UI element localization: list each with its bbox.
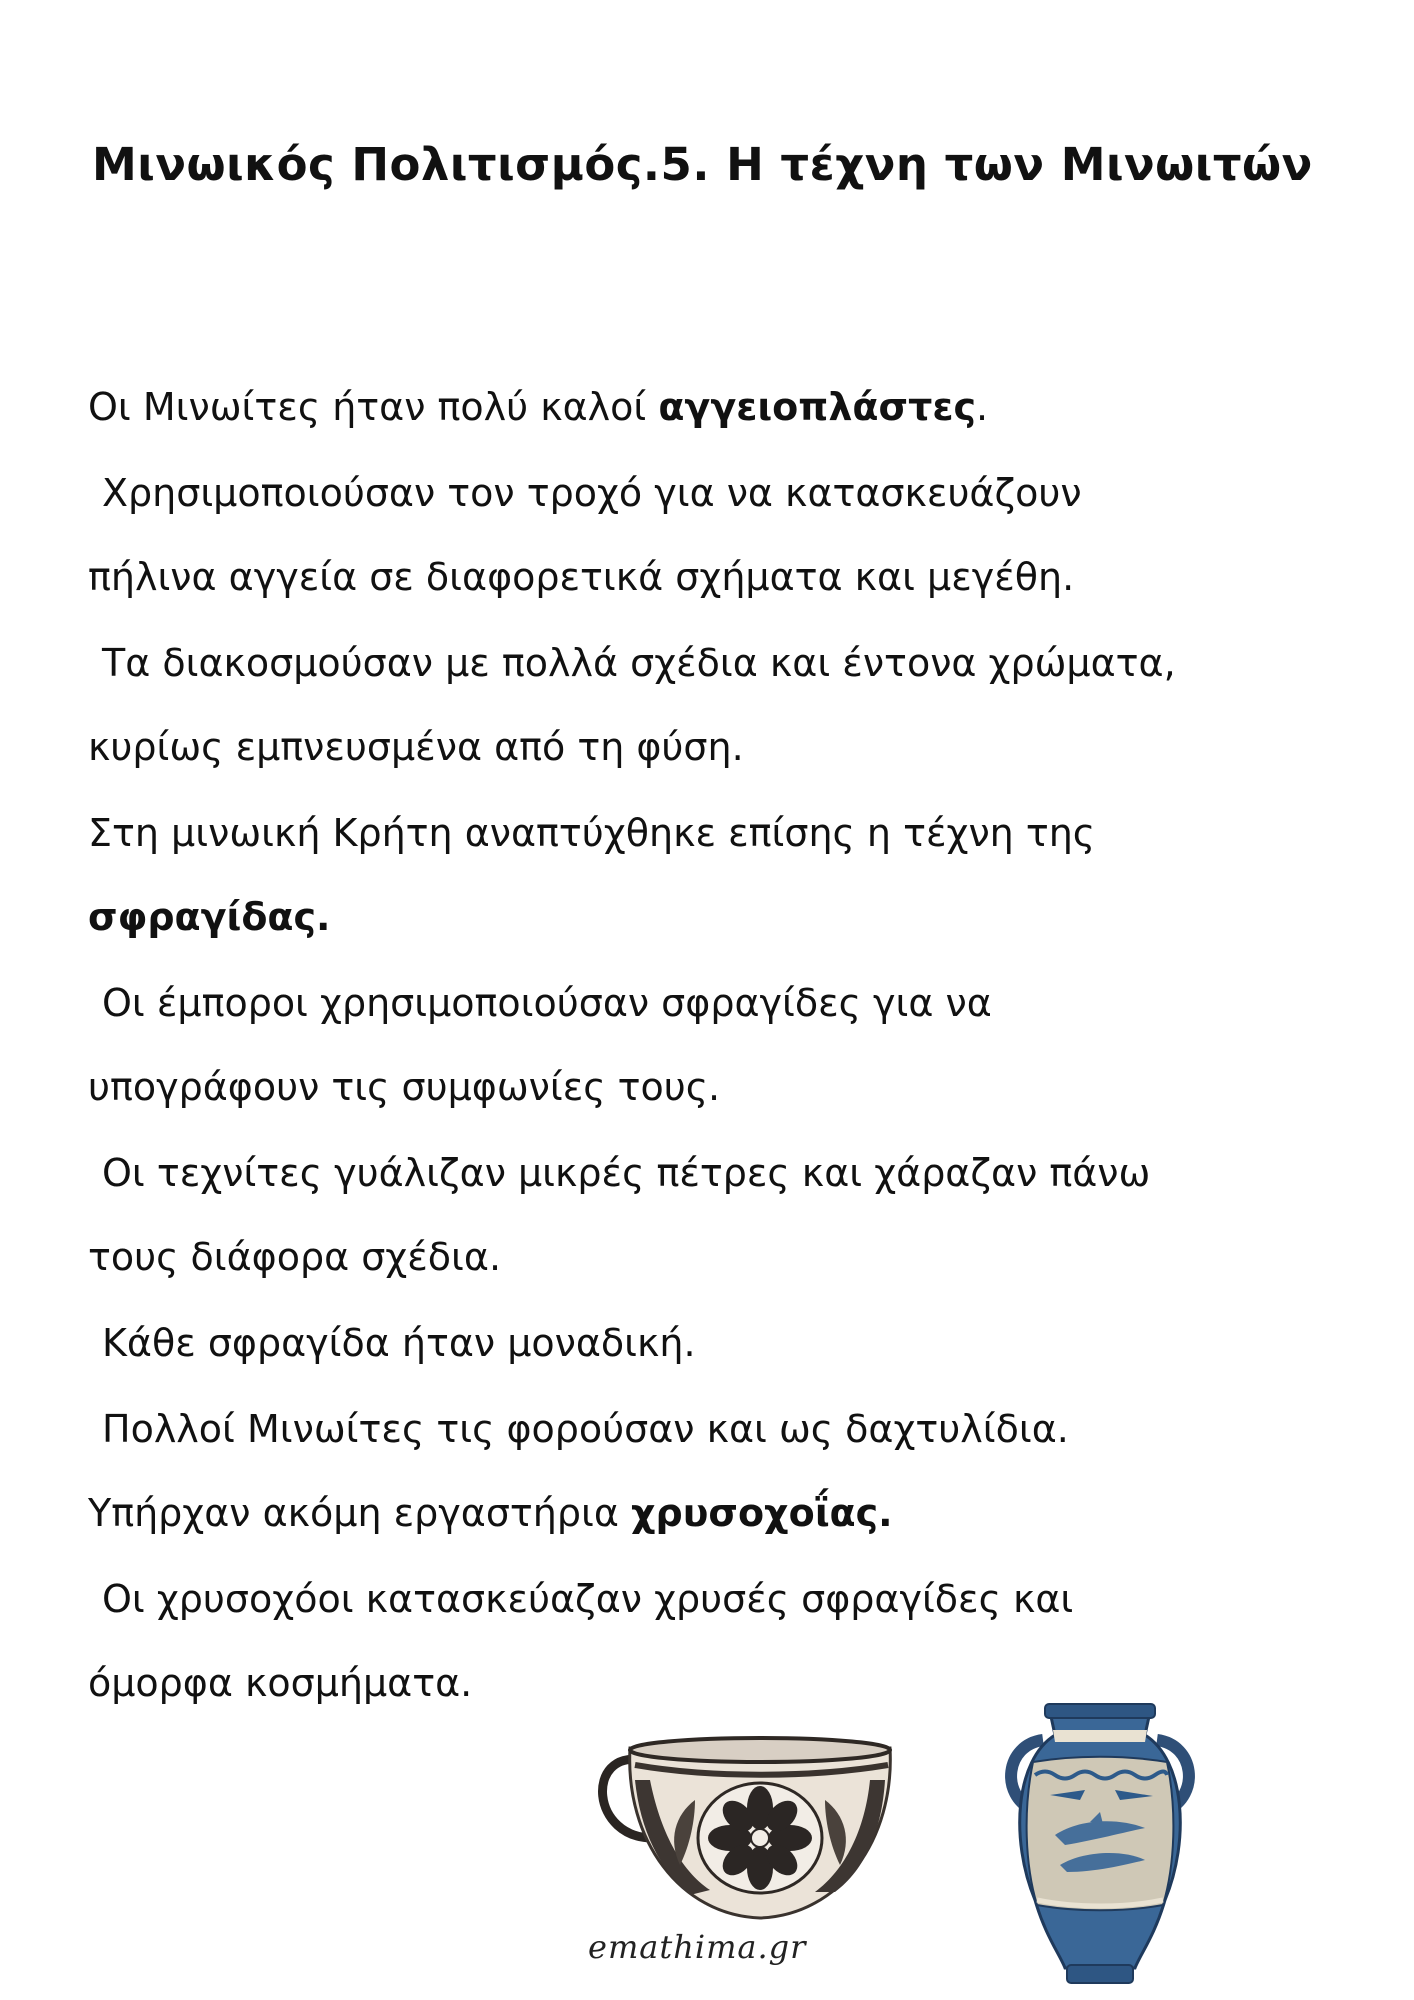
- text-line-10: Οι τεχνίτες γυάλιζαν μικρές πέτρες και χάραζαν πάνω: [102, 1151, 1151, 1195]
- text-line-7: [88, 895, 331, 939]
- text-line-13: Πολλοί Μινωίτες τις φορούσαν και ως δαχτυλίδια.: [102, 1407, 1069, 1451]
- bold-term: σφραγίδας.: [88, 895, 331, 939]
- minoan-amphora-image: [995, 1700, 1205, 1990]
- page-title: Μινωικός Πολιτισμός.5. Η τέχνη των Μινωιτών: [92, 138, 1313, 191]
- bold-term: χρυσοχοΐας.: [630, 1491, 893, 1535]
- text-line-16: όμορφα κοσμήματα.: [88, 1661, 473, 1705]
- text-line-15: Οι χρυσοχόοι κατασκεύαζαν χρυσές σφραγίδες και: [102, 1577, 1074, 1621]
- text-line-9: υπογράφουν τις συμφωνίες τους.: [88, 1065, 721, 1109]
- text-line-6: Στη μινωική Κρήτη αναπτύχθηκε επίσης η τέχνη της: [88, 811, 1096, 855]
- text-line-12: Κάθε σφραγίδα ήταν μοναδική.: [102, 1321, 696, 1365]
- text-line-8: Οι έμποροι χρησιμοποιούσαν σφραγίδες για να: [102, 981, 992, 1025]
- text-line-1: Οι Μινωίτες ήταν πολύ καλοί αγγειοπλάστες.: [88, 385, 989, 429]
- text-line-11: τους διάφορα σχέδια.: [88, 1235, 502, 1279]
- bold-term: αγγειοπλάστες: [658, 385, 977, 429]
- text-line-5: κυρίως εμπνευσμένα από τη φύση.: [88, 725, 744, 769]
- text-line-3: πήλινα αγγεία σε διαφορετικά σχήματα και μεγέθη.: [88, 555, 1075, 599]
- minoan-cup-image: [590, 1720, 920, 1930]
- text-line-2: Χρησιμοποιούσαν τον τροχό για να κατασκευάζουν: [102, 471, 1082, 515]
- text-line-14: Υπήρχαν ακόμη εργαστήρια χρυσοχοΐας.: [88, 1491, 893, 1535]
- signature-watermark: emathima.gr: [588, 1928, 807, 1966]
- text-line-4: Τα διακοσμούσαν με πολλά σχέδια και έντονα χρώματα,: [102, 641, 1176, 685]
